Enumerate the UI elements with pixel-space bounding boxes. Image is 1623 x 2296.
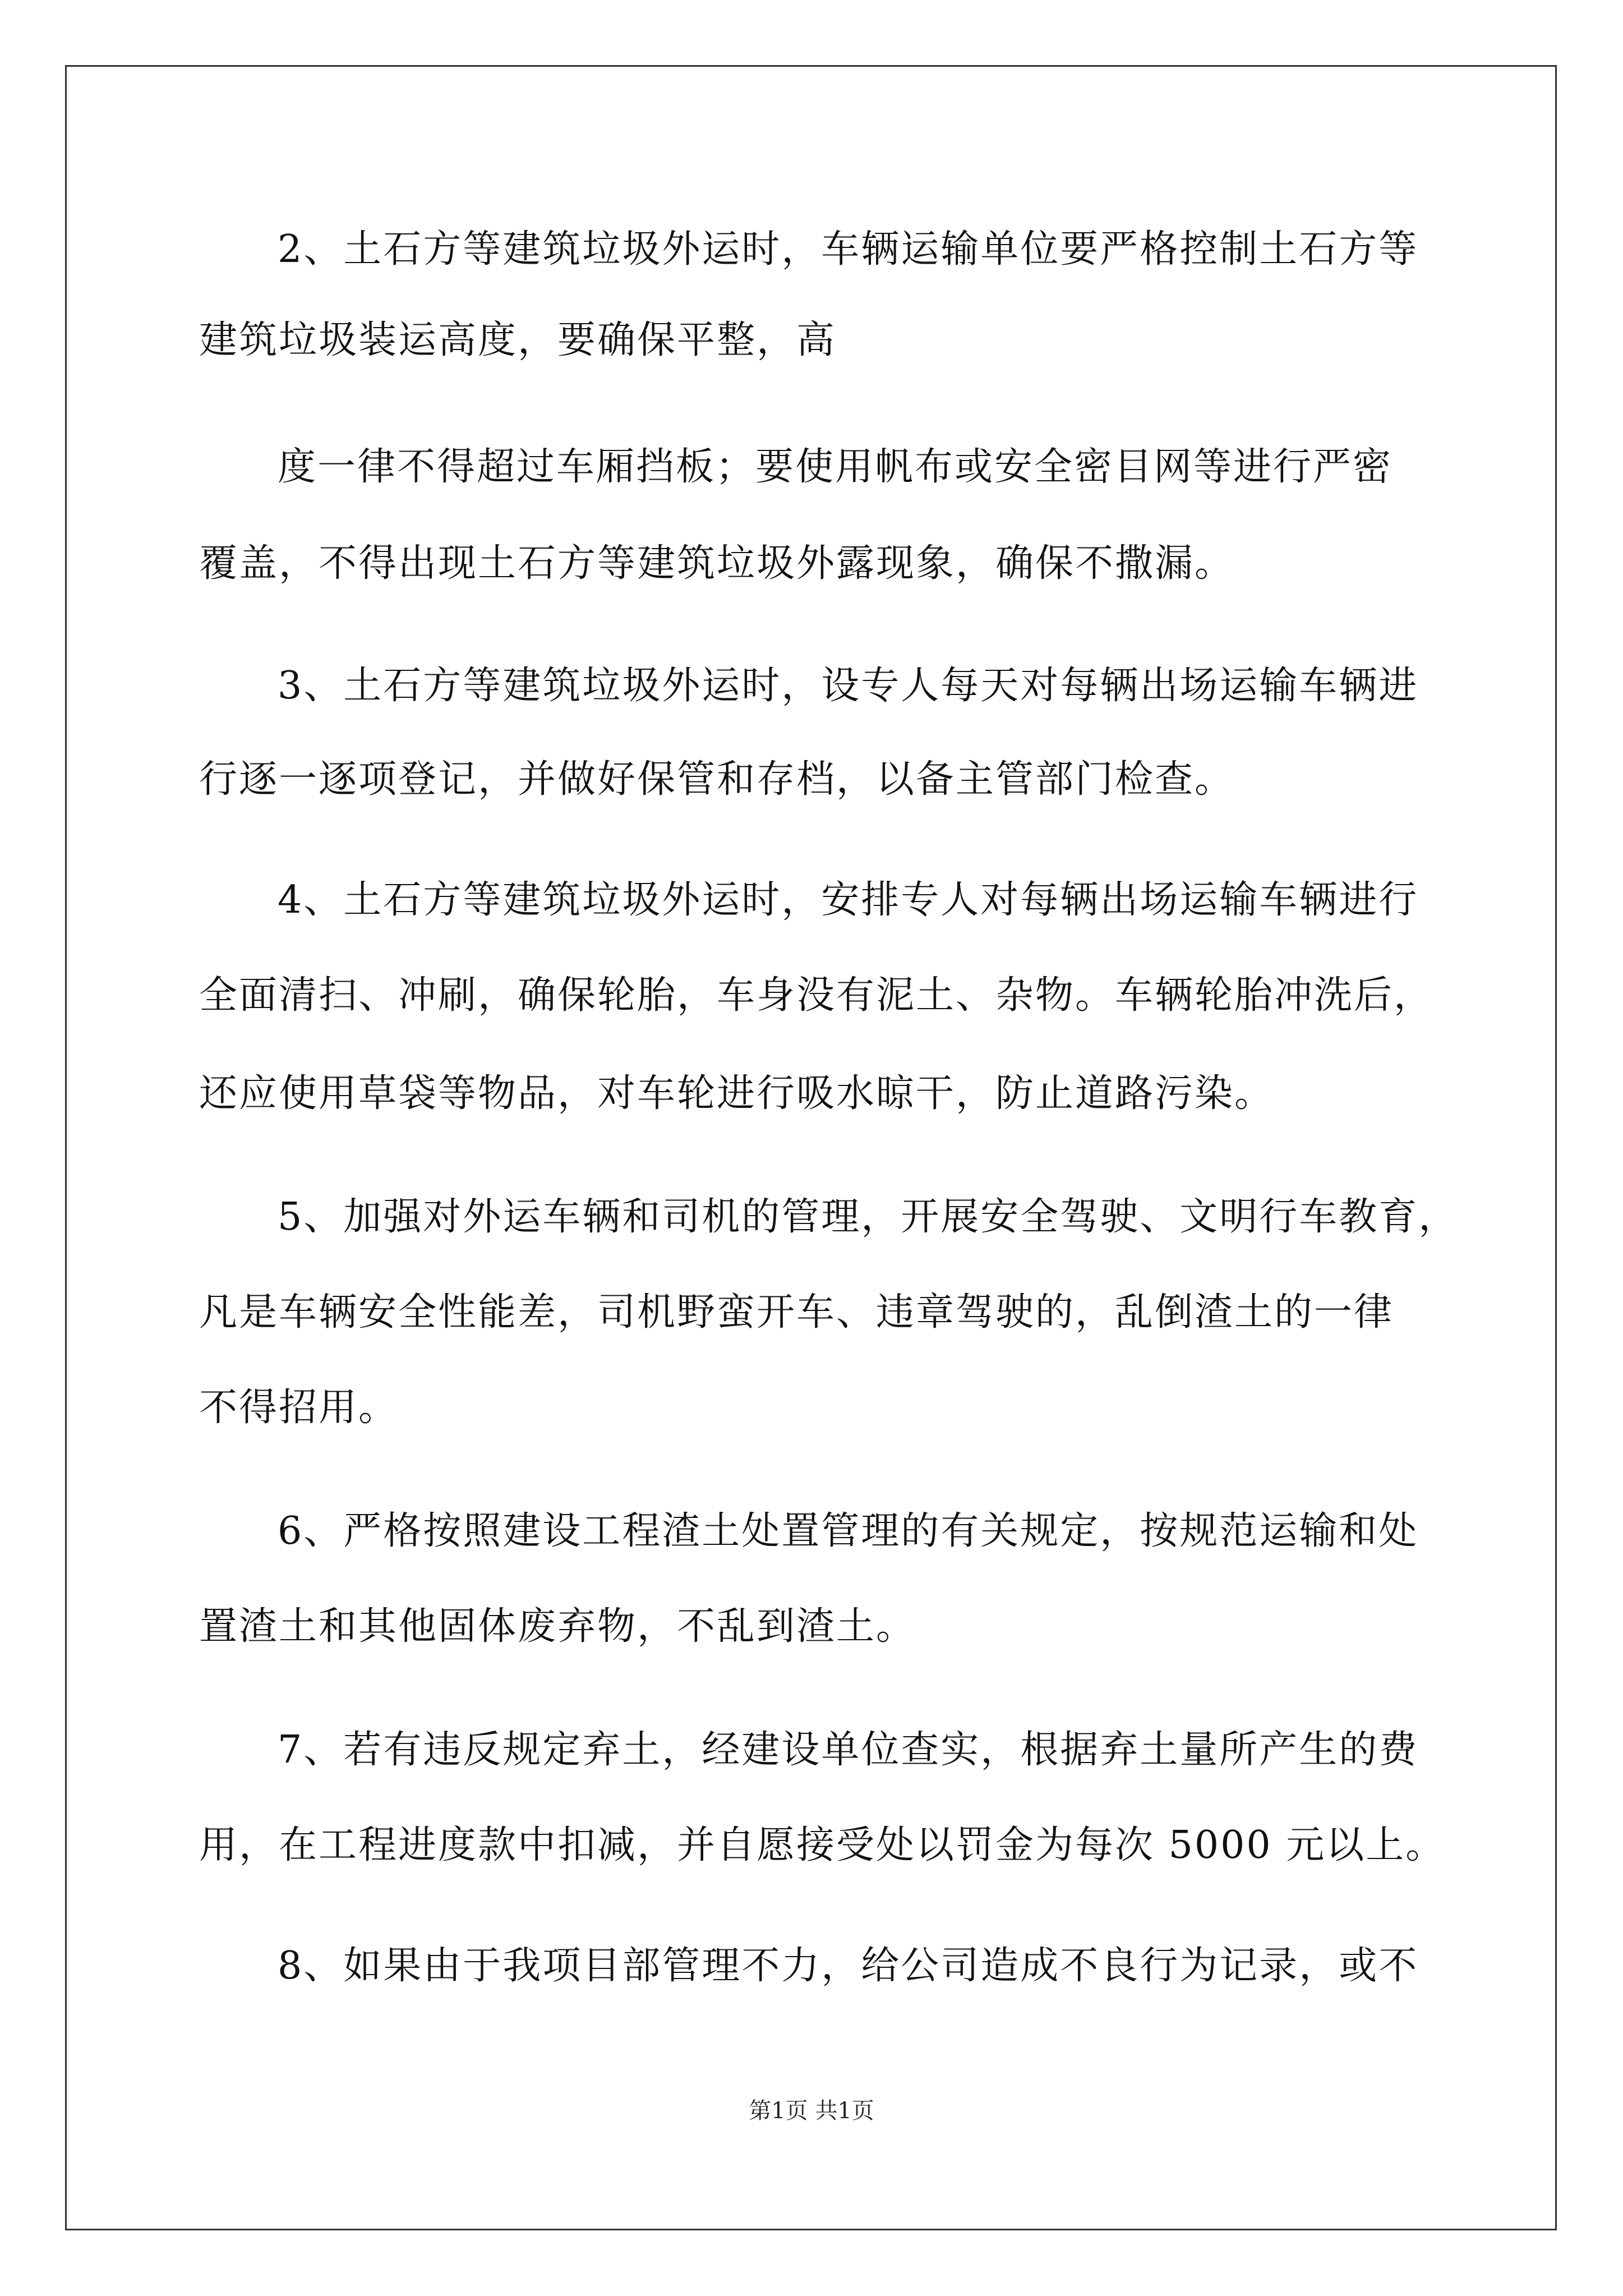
paragraph-2b-line-1: 度一律不得超过车厢挡板；要使用帆布或安全密目网等进行严密 bbox=[278, 445, 1393, 489]
paragraph-2-line-2: 建筑垃圾装运高度，要确保平整，高 bbox=[199, 318, 837, 362]
page-border bbox=[65, 65, 1557, 2230]
paragraph-2-line-1: 2、土石方等建筑垃圾外运时，车辆运输单位要严格控制土石方等 bbox=[278, 227, 1419, 272]
paragraph-5-line-2: 凡是车辆安全性能差，司机野蛮开车、违章驾驶的，乱倒渣土的一律 bbox=[199, 1290, 1394, 1335]
paragraph-4-line-1: 4、土石方等建筑垃圾外运时，安排专人对每辆出场运输车辆进行 bbox=[278, 878, 1419, 922]
paragraph-5-line-3: 不得招用。 bbox=[199, 1386, 399, 1430]
paragraph-5-line-1: 5、加强对外运车辆和司机的管理，开展安全驾驶、文明行车教育， bbox=[278, 1195, 1459, 1239]
page-footer: 第1页 共1页 bbox=[749, 2098, 874, 2124]
paragraph-6-line-2: 置渣土和其他固体废弃物，不乱到渣土。 bbox=[199, 1604, 916, 1649]
paragraph-3-line-2: 行逐一逐项登记，并做好保管和存档，以备主管部门检查。 bbox=[199, 757, 1235, 802]
paragraph-6-line-1: 6、严格按照建设工程渣土处置管理的有关规定，按规范运输和处 bbox=[278, 1509, 1419, 1553]
paragraph-3-line-1: 3、土石方等建筑垃圾外运时，设专人每天对每辆出场运输车辆进 bbox=[278, 664, 1419, 708]
paragraph-4-line-2: 全面清扫、冲刷，确保轮胎，车身没有泥土、杂物。车辆轮胎冲洗后， bbox=[199, 973, 1434, 1018]
paragraph-8-line-1: 8、如果由于我项目部管理不力，给公司造成不良行为记录，或不 bbox=[278, 1944, 1419, 1988]
paragraph-2b-line-2: 覆盖，不得出现土石方等建筑垃圾外露现象，确保不撒漏。 bbox=[199, 541, 1235, 586]
paragraph-7-line-2: 用，在工程进度款中扣减，并自愿接受处以罚金为每次 5000 元以上。 bbox=[199, 1823, 1446, 1867]
paragraph-4-line-3: 还应使用草袋等物品，对车轮进行吸水晾干，防止道路污染。 bbox=[199, 1071, 1275, 1116]
paragraph-7-line-1: 7、若有违反规定弃土，经建设单位查实，根据弃土量所产生的费 bbox=[278, 1728, 1419, 1772]
